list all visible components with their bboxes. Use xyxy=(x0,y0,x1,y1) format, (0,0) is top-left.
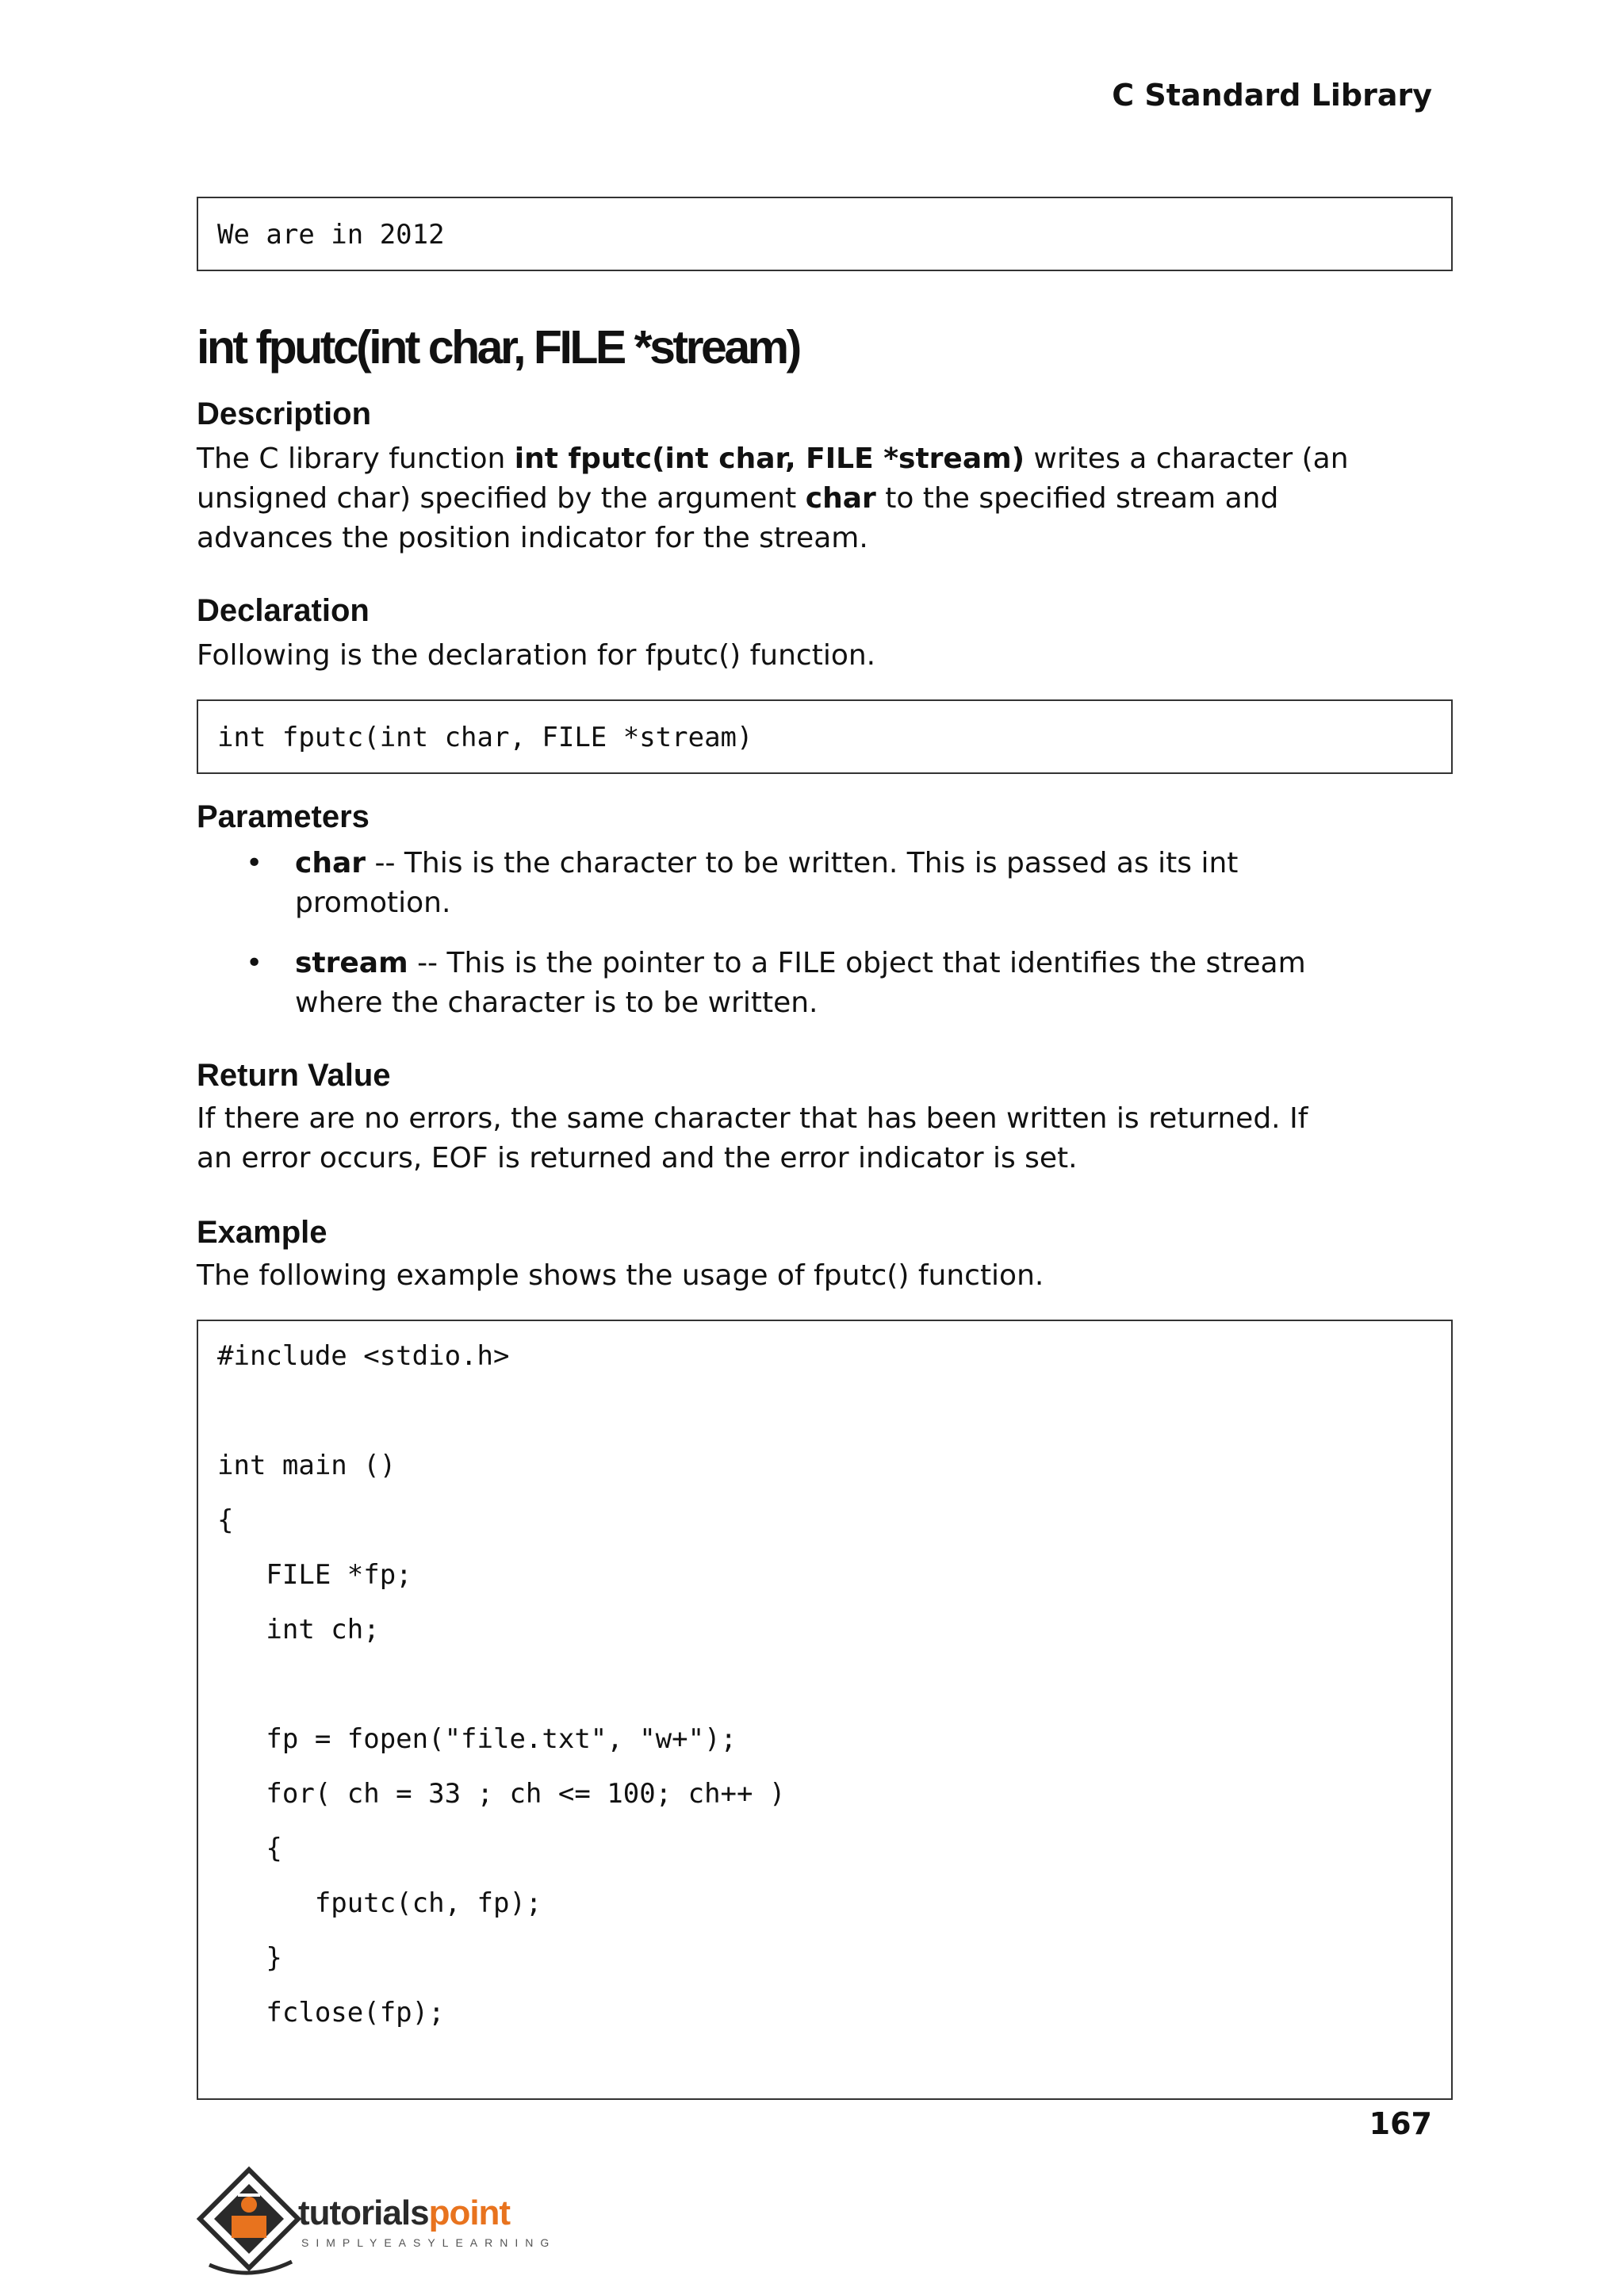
output-box xyxy=(197,197,1453,271)
code-line: FILE *fp; xyxy=(217,1559,412,1591)
description-text xyxy=(197,439,1431,558)
code-line: int ch; xyxy=(217,1614,380,1646)
example-heading: Example xyxy=(197,1215,327,1250)
bullet-icon: • xyxy=(246,847,263,879)
description-line-1: The C library function int fputc(int char, FILE *stream) writes a character (an xyxy=(197,443,1349,475)
code-line: #include <stdio.h> xyxy=(217,1340,510,1372)
running-header-title: C Standard Library xyxy=(1112,78,1432,113)
logo-wordmark: tutorialspoint xyxy=(298,2193,511,2232)
example-text: The following example shows the usage of fputc() function. xyxy=(197,1259,1044,1292)
code-line: } xyxy=(217,1942,282,1974)
declaration-code-box xyxy=(197,699,1453,774)
description-line-3: advances the position indicator for the stream. xyxy=(197,522,868,554)
declaration-code: int fputc(int char, FILE *stream) xyxy=(217,722,753,753)
output-line: We are in 2012 xyxy=(217,219,445,251)
code-line: { xyxy=(217,1504,234,1536)
parameter-stream-line-2: where the character is to be written. xyxy=(295,987,818,1019)
parameter-char-line-2: promotion. xyxy=(295,887,451,919)
function-heading: int fputc(int char, FILE *stream) xyxy=(197,321,799,374)
code-line: for( ch = 33 ; ch <= 100; ch++ ) xyxy=(217,1778,786,1810)
logo-tagline: SIMPLYEASYLEARNING xyxy=(301,2236,557,2249)
return-value-text xyxy=(197,1099,1431,1178)
description-heading: Description xyxy=(197,397,372,431)
bullet-icon: • xyxy=(246,947,263,979)
tutorialspoint-logo-icon xyxy=(193,2163,304,2282)
parameter-char-line-1: char -- This is the character to be written. This is passed as its int xyxy=(295,847,1239,879)
code-line: { xyxy=(217,1833,282,1864)
description-line-2: unsigned char) specified by the argument char to the specified stream and xyxy=(197,482,1279,515)
parameter-stream-line-1: stream -- This is the pointer to a FILE object that identifies the stream xyxy=(295,947,1306,979)
declaration-heading: Declaration xyxy=(197,593,370,628)
parameters-heading: Parameters xyxy=(197,799,370,834)
code-line: fclose(fp); xyxy=(217,1997,445,2029)
declaration-text: Following is the declaration for fputc() function. xyxy=(197,639,876,672)
code-line: fp = fopen("file.txt", "w+"); xyxy=(217,1723,737,1755)
page-number: 167 xyxy=(1369,2106,1432,2141)
return-value-line-1: If there are no errors, the same character that has been written is returned. If xyxy=(197,1102,1308,1135)
code-line: fputc(ch, fp); xyxy=(217,1887,542,1919)
parameter-stream xyxy=(295,944,1431,1023)
code-line: int main () xyxy=(217,1450,396,1481)
parameter-char xyxy=(295,844,1431,923)
return-value-heading: Return Value xyxy=(197,1058,391,1093)
return-value-line-2: an error occurs, EOF is returned and the error indicator is set. xyxy=(197,1142,1078,1174)
example-code-box xyxy=(197,1320,1453,2100)
tutorialspoint-logo xyxy=(193,2163,574,2282)
